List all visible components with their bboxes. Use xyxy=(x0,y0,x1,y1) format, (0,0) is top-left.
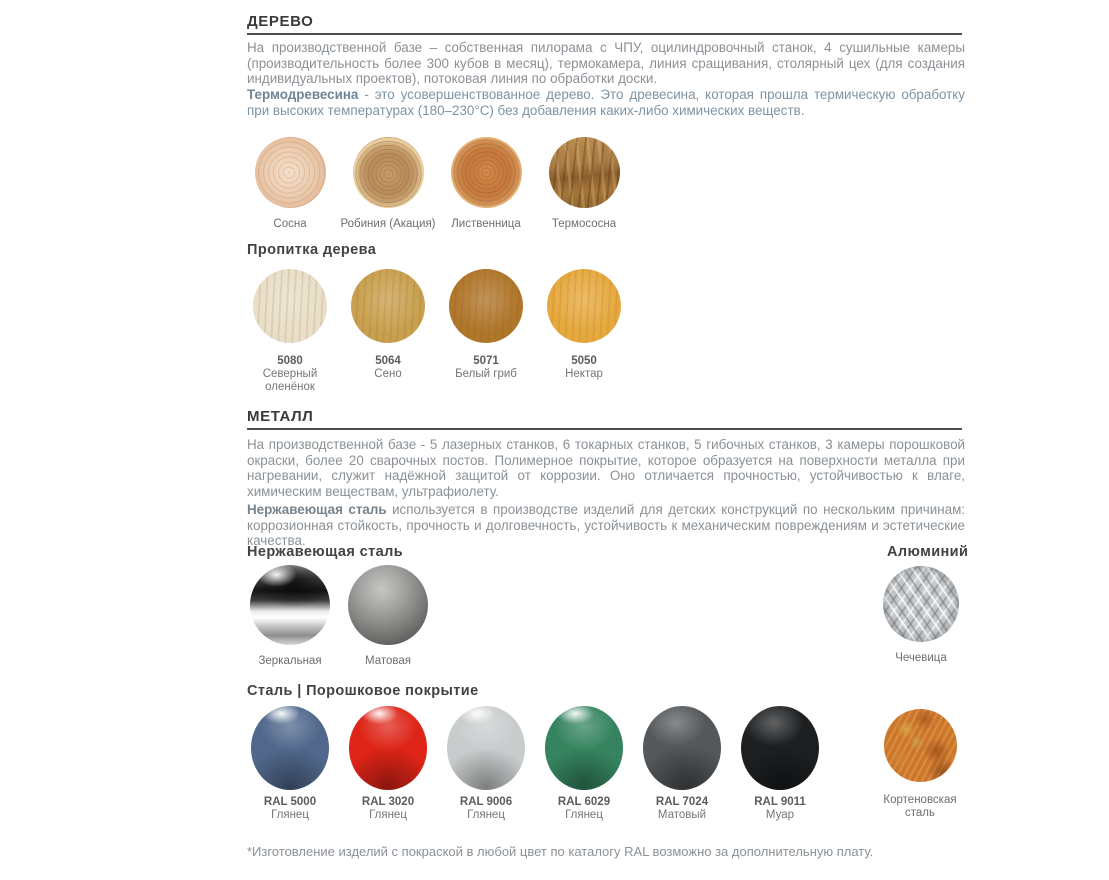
swatch-label: Чечевица xyxy=(895,652,947,664)
swatch-label xyxy=(538,355,630,381)
wood-swatch-termososna xyxy=(535,137,633,231)
larch-cross-section-swatch xyxy=(451,137,522,208)
impregnation-title: Пропитка дерева xyxy=(247,242,377,258)
metal-section-divider xyxy=(247,428,962,430)
pine-cross-section-swatch xyxy=(255,137,326,208)
stain-swatch-5080 xyxy=(241,269,339,394)
stain-code: 5050 xyxy=(571,355,597,367)
wood-swatch-sosna xyxy=(241,137,339,231)
thermowood-term: Термодревесина xyxy=(247,87,359,102)
ral-code: RAL 9006 xyxy=(459,796,513,808)
ral-code: RAL 6029 xyxy=(557,796,611,808)
stainless-swatch-matte xyxy=(339,565,437,668)
stain-name: Нектар xyxy=(565,368,603,380)
swatch-label xyxy=(754,796,806,822)
stain-code: 5071 xyxy=(473,355,499,367)
impregnation-row xyxy=(241,269,633,394)
stain-color-swatch xyxy=(253,269,327,343)
stainless-steel-title: Нержавеющая сталь xyxy=(247,544,404,560)
ral-code: RAL 5000 xyxy=(263,796,317,808)
robinia-cross-section-swatch xyxy=(353,137,424,208)
swatch-label xyxy=(656,796,708,822)
ral-swatch-6029 xyxy=(535,706,633,822)
swatch-label xyxy=(440,355,532,381)
stain-swatch-5071 xyxy=(437,269,535,394)
wood-swatch-listvennitsa xyxy=(437,137,535,231)
stainless-term: Нержавеющая сталь xyxy=(247,502,387,517)
ral-ball-swatch xyxy=(545,706,623,790)
swatch-label: Зеркальная xyxy=(258,655,322,667)
ral-finish: Глянец xyxy=(467,809,505,821)
stain-name: Сено xyxy=(374,368,402,380)
matte-steel-ball-swatch xyxy=(348,565,428,645)
ral-swatch-9006 xyxy=(437,706,535,822)
ral-footnote: *Изготовление изделий с покраской в любой цвет по каталогу RAL возможно за дополнительную плату. xyxy=(247,844,874,859)
swatch-label xyxy=(264,796,316,822)
wood-swatch-robinia xyxy=(339,137,437,231)
wood-section-title: ДЕРЕВО xyxy=(247,13,314,30)
stain-code: 5080 xyxy=(277,355,303,367)
ral-finish: Глянец xyxy=(565,809,603,821)
swatch-label xyxy=(244,355,336,394)
ral-swatch-7024 xyxy=(633,706,731,822)
thermopine-grain-swatch xyxy=(549,137,620,208)
ral-ball-swatch xyxy=(447,706,525,790)
stain-color-swatch xyxy=(351,269,425,343)
stain-swatch-5050 xyxy=(535,269,633,394)
wood-section-divider xyxy=(247,33,962,35)
metal-section-title: МЕТАЛЛ xyxy=(247,408,314,425)
mirror-steel-ball-swatch xyxy=(250,565,330,645)
ral-code: RAL 3020 xyxy=(361,796,415,808)
ral-finish: Глянец xyxy=(271,809,309,821)
stain-color-swatch xyxy=(547,269,621,343)
ral-finish: Глянец xyxy=(369,809,407,821)
aluminum-swatch xyxy=(871,566,971,664)
aluminum-title: Алюминий xyxy=(887,544,969,560)
powder-coating-row xyxy=(241,706,829,822)
ral-finish: Муар xyxy=(765,809,795,821)
stainless-row xyxy=(241,565,437,668)
ral-ball-swatch xyxy=(349,706,427,790)
stain-swatch-5064 xyxy=(339,269,437,394)
wood-intro-paragraph: На производственной базе – собственная пилорама с ЧПУ, оцилиндровочный станок, 4 сушильные камеры (производительность более 300 кубов в месяц), термокамера, линия сращивания, столярный цех (для создания индивидуальных проектов), потоковая линия по обработки доски. xyxy=(247,40,965,86)
stainless-swatch-mirror xyxy=(241,565,339,668)
thermowood-text: - это усовершенствованное дерево. Это древесина, которая прошла термическую обработку при высоких температурах (180–230°C) без добавления каких-либо химических веществ. xyxy=(247,87,965,118)
ral-ball-swatch xyxy=(741,706,819,790)
metal-intro-paragraph: На производственной базе - 5 лазерных станков, 6 токарных станков, 5 гибочных станков, 3 камеры порошковой окраски, более 20 сварочных постов. Полимерное покрытие, которое образуется на поверхности металла при нагревании, служит надёжной защитой от коррозии. Оно отличается прочностью, устойчивостью к влаге, химическим веществам, ультрафиолету. xyxy=(247,437,965,499)
swatch-label xyxy=(342,355,434,381)
swatch-label xyxy=(558,796,610,822)
ral-swatch-3020 xyxy=(339,706,437,822)
swatch-label: Кортеновская сталь xyxy=(883,794,957,819)
stain-code: 5064 xyxy=(375,355,401,367)
swatch-label: Робиния (Акация) xyxy=(340,218,436,230)
ral-code: RAL 7024 xyxy=(655,796,709,808)
swatch-label xyxy=(362,796,414,822)
stainless-text: используется в производстве изделий для детских конструкций по нескольким причинам: коррозионная стойкость, прочность и долговечность, устойчивость к механическим повреждениям и эстетические качества. xyxy=(247,502,966,548)
swatch-label: Сосна xyxy=(273,218,307,230)
ral-code: RAL 9011 xyxy=(754,796,806,808)
stain-color-swatch xyxy=(449,269,523,343)
ral-ball-swatch xyxy=(251,706,329,790)
ral-swatch-5000 xyxy=(241,706,339,822)
corten-swatch xyxy=(870,709,970,820)
swatch-label: Матовая xyxy=(365,655,411,667)
wood-species-row xyxy=(241,137,633,231)
stain-name: Белый гриб xyxy=(455,368,517,380)
powder-coating-title: Сталь | Порошковое покрытие xyxy=(247,683,479,699)
checker-plate-swatch xyxy=(883,566,959,642)
swatch-label xyxy=(460,796,512,822)
ral-ball-swatch xyxy=(643,706,721,790)
ral-finish: Матовый xyxy=(657,809,707,821)
thermowood-paragraph xyxy=(247,87,965,118)
corten-steel-swatch xyxy=(884,709,957,782)
ral-swatch-9011 xyxy=(731,706,829,822)
stain-name: Северный оленёнок xyxy=(262,368,318,393)
swatch-label: Термососна xyxy=(551,218,617,230)
stainless-paragraph xyxy=(247,502,965,549)
swatch-label: Лиственница xyxy=(451,218,521,230)
